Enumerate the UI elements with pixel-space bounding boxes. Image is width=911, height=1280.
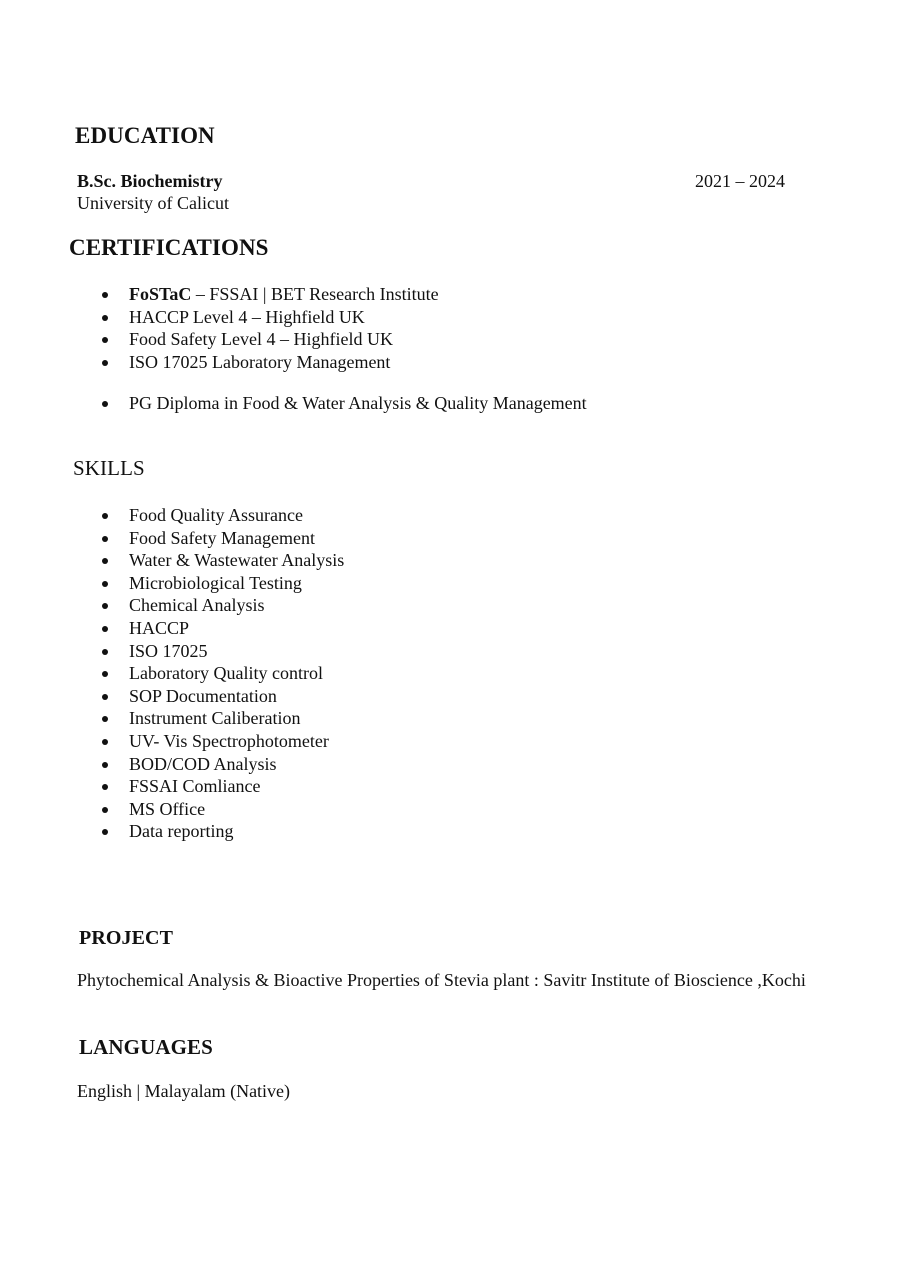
certifications-extra-list — [0, 392, 587, 415]
certification-text: – FSSAI | BET Research Institute — [191, 284, 439, 304]
skill-text: SOP Documentation — [129, 685, 277, 706]
certification-bold: FoSTaC — [129, 284, 192, 304]
bullet-icon — [102, 513, 108, 519]
bullet-icon — [102, 829, 108, 835]
bullet-icon — [102, 784, 108, 790]
bullet-icon — [102, 360, 108, 366]
bullet-icon — [102, 694, 108, 700]
skill-text: Data reporting — [129, 821, 234, 842]
skill-text: ISO 17025 — [129, 640, 208, 661]
skill-text: FSSAI Comliance — [129, 776, 261, 797]
list-item — [0, 707, 344, 730]
certification-text: Food Safety Level 4 – Highfield UK — [129, 329, 393, 350]
list-item — [0, 730, 344, 753]
skill-text: Instrument Caliberation — [129, 708, 301, 729]
list-item — [0, 775, 344, 798]
list-item — [0, 527, 344, 550]
list-item — [0, 504, 344, 527]
languages-text: English | Malayalam (Native) — [77, 1081, 291, 1101]
certification-text: HACCP Level 4 – Highfield UK — [129, 306, 365, 327]
bullet-icon — [102, 762, 108, 768]
list-item — [0, 753, 344, 776]
list-item — [0, 328, 439, 351]
skill-text: BOD/COD Analysis — [129, 753, 277, 774]
skill-text: Laboratory Quality control — [129, 663, 323, 684]
list-item — [0, 820, 344, 843]
languages-heading: LANGUAGES — [79, 1035, 213, 1059]
list-item — [0, 392, 587, 415]
project-description: Phytochemical Analysis & Bioactive Properties of Stevia plant : Savitr Institute of Bioscience ,Kochi — [77, 970, 806, 990]
skill-text: Chemical Analysis — [129, 595, 265, 616]
skills-heading: SKILLS — [73, 456, 145, 480]
skill-text: Food Quality Assurance — [129, 505, 303, 525]
certification-text: PG Diploma in Food & Water Analysis & Quality Management — [129, 393, 587, 413]
skill-text: UV- Vis Spectrophotometer — [129, 730, 329, 751]
education-degree: B.Sc. Biochemistry — [77, 171, 223, 191]
list-item — [0, 662, 344, 685]
bullet-icon — [102, 558, 108, 564]
certification-text: ISO 17025 Laboratory Management — [129, 351, 391, 372]
certifications-heading: CERTIFICATIONS — [69, 235, 269, 260]
education-years: 2021 – 2024 — [695, 171, 785, 191]
list-item — [0, 351, 439, 374]
bullet-icon — [102, 401, 108, 407]
list-item — [0, 594, 344, 617]
bullet-icon — [102, 603, 108, 609]
list-item — [0, 798, 344, 821]
education-institution: University of Calicut — [77, 193, 229, 213]
list-item — [0, 685, 344, 708]
bullet-icon — [102, 581, 108, 587]
list-item — [0, 640, 344, 663]
bullet-icon — [102, 292, 108, 298]
skill-text: HACCP — [129, 617, 190, 638]
bullet-icon — [102, 671, 108, 677]
list-item — [0, 283, 439, 306]
skills-list — [0, 504, 344, 843]
skill-text: Microbiological Testing — [129, 572, 302, 593]
bullet-icon — [102, 315, 108, 321]
skill-text: MS Office — [129, 798, 206, 819]
education-heading: EDUCATION — [75, 123, 215, 148]
list-item — [0, 617, 344, 640]
bullet-icon — [102, 626, 108, 632]
project-heading: PROJECT — [79, 927, 174, 949]
bullet-icon — [102, 739, 108, 745]
list-item — [0, 572, 344, 595]
list-item — [0, 549, 344, 572]
bullet-icon — [102, 337, 108, 343]
bullet-icon — [102, 649, 108, 655]
list-item — [0, 306, 439, 329]
bullet-icon — [102, 716, 108, 722]
skill-text: Food Safety Management — [129, 527, 315, 548]
bullet-icon — [102, 536, 108, 542]
certifications-list — [0, 283, 439, 373]
bullet-icon — [102, 807, 108, 813]
skill-text: Water & Wastewater Analysis — [129, 550, 345, 571]
